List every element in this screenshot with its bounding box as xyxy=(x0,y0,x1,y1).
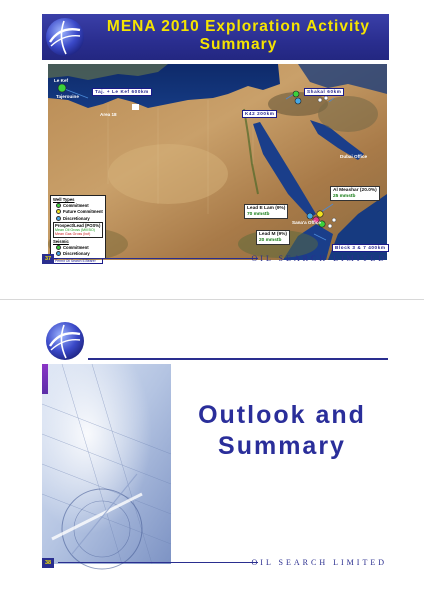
future-commitment-dot-icon xyxy=(56,209,61,214)
page-number: 38 xyxy=(42,558,54,568)
legend-seismic-discretionary: Discretionary xyxy=(56,251,103,256)
label-k42-distance: K42 200km xyxy=(242,110,277,118)
slide-outlook-summary xyxy=(42,318,389,568)
page-number: 37 xyxy=(42,254,54,264)
well-discretionary-k42-marker xyxy=(295,98,301,104)
label-block-3-7-distance: Block 3 & 7 400km xyxy=(332,244,389,252)
footer-divider xyxy=(58,258,258,259)
slide-title: MENA 2010 Exploration Activity Summary xyxy=(106,18,371,53)
compass-photo xyxy=(42,364,171,564)
lead-m-volume: 20 mmstb xyxy=(259,237,282,243)
label-lead-e-lam xyxy=(244,204,288,219)
section-title-line-1: Outlook and xyxy=(198,401,366,429)
well-commitment-le-kef-marker xyxy=(58,84,66,92)
map-legend xyxy=(50,195,106,264)
legend-prospect-lead: Prospect/Lead (POS%) Mean Oil Gross (Mill BO) Mean Gas Gross (bcf) xyxy=(53,222,103,238)
legend-future-commitment: Future Commitment xyxy=(56,209,103,214)
label-sanaa-office: Sana'a Office xyxy=(292,220,321,225)
label-area-18: Area 18 xyxy=(100,112,117,117)
slide-exploration-summary xyxy=(42,14,389,264)
oil-search-logo-icon xyxy=(44,16,86,58)
discretionary-dot-icon xyxy=(56,216,61,221)
well-commitment-k42-marker xyxy=(293,91,299,97)
legend-commitment: Commitment xyxy=(56,203,103,208)
legend-seismic-commitment: Commitment xyxy=(56,245,103,250)
label-dubai-office: Dubai Office xyxy=(340,154,368,159)
legend-discretionary: Discretionary xyxy=(56,216,103,221)
footer-divider xyxy=(58,562,258,563)
legend-well-types-heading: Well Types xyxy=(53,197,75,202)
al-meashar-name: Al Meashar (20.0%) xyxy=(333,187,377,193)
legend-seismic-heading: Seismic xyxy=(53,238,69,244)
header-divider xyxy=(88,358,388,360)
label-tajerouine: Tajerouine xyxy=(56,94,79,99)
label-taj-le-kef-distance: Taj. + Le Kef 600km xyxy=(92,88,152,96)
seismic-commitment-dot-icon xyxy=(56,245,61,250)
well-future-yemen-marker xyxy=(317,211,323,217)
seismic-discretionary-dot-icon xyxy=(56,251,61,256)
footer-brand: OIL SEARCH LIMITED xyxy=(251,558,387,567)
lead-m-name: Lead M (9%) xyxy=(259,231,287,237)
section-title-line-2: Summary xyxy=(218,432,346,460)
mena-map xyxy=(48,64,387,264)
label-le-kef: Le Kef xyxy=(54,78,69,83)
label-lead-m xyxy=(256,230,290,245)
label-al-meashar xyxy=(330,186,380,201)
page-separator xyxy=(0,299,424,300)
label-shakal-distance: Shakal 60km xyxy=(304,88,344,96)
section-title xyxy=(182,400,382,462)
commitment-dot-icon xyxy=(56,203,61,208)
lead-e-lam-name: Lead E Lam (9%) xyxy=(247,205,286,211)
area-18-marker xyxy=(132,104,139,110)
accent-bar xyxy=(42,364,48,394)
well-discretionary-yemen-marker xyxy=(307,213,313,219)
lead-e-lam-volume: 70 mmstb xyxy=(247,211,270,217)
compass-image xyxy=(42,364,171,564)
oil-search-logo-icon xyxy=(44,320,86,362)
title-bar xyxy=(42,14,389,60)
footer-brand: OIL SEARCH LIMITED xyxy=(251,254,387,263)
al-meashar-volume: 25 mmstb xyxy=(333,193,356,199)
legend-permit: Permit Oil Search 5-Bearer xyxy=(53,258,103,264)
